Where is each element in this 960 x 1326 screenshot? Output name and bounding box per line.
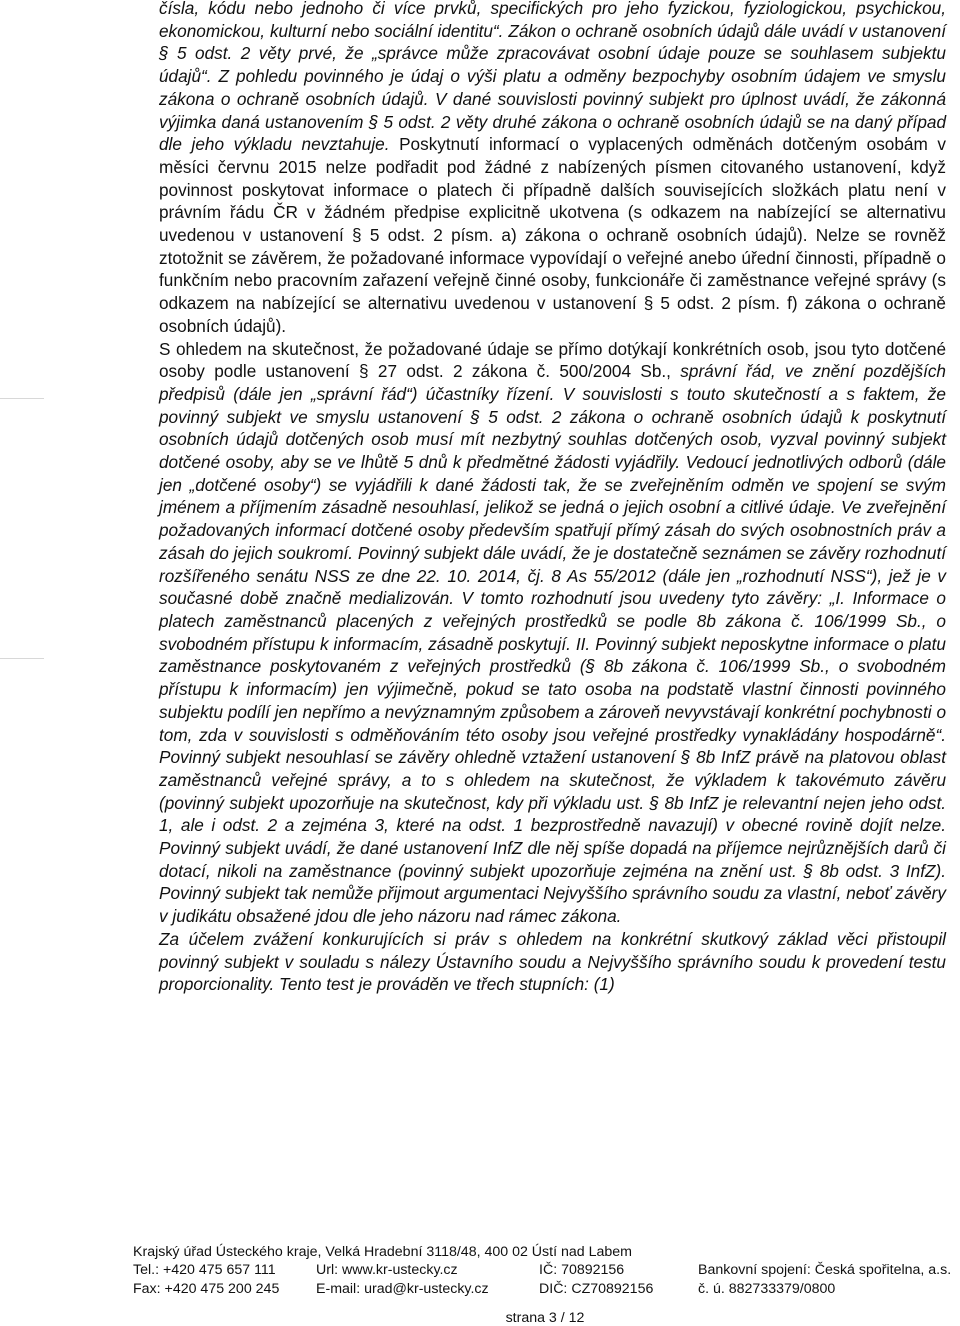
- italic-text: Za účelem zvážení konkurujících si práv s ohledem na konkrétní skutkový základ věci přistoupil povinný subjekt v souladu s nálezy Ústavního soudu a Nejvyššího správního soudu k provedení testu proporcionality. Tento test je prováděn ve třech stupních: (1): [159, 928, 946, 995]
- footer-address: Krajský úřad Ústeckého kraje, Velká Hradební 3118/48, 400 02 Ústí nad Labem: [133, 1244, 632, 1260]
- regular-text: S ohledem na skutečnost, že požadované údaje se přímo dotýkají konkrétních osob, jsou tyto dotčené osoby podle ustanovení § 27 odst. 2 zákona č. 500/2004 Sb.,: [159, 338, 946, 382]
- footer-ic: IČ: 70892156: [539, 1262, 625, 1279]
- paragraph: [159, 0, 946, 338]
- italic-text: čísla, kódu nebo jednoho či více prvků, specifických pro jeho fyzickou, fyziologickou, psychickou, ekonomickou, kulturní nebo sociální identitu“. Zákon o ochraně osobních údajů dále uvádí v ustanovení § 5 odst. 2 věty prvé, že „správce může zpracovávat osobní údaje pouze se souhlasem subjektu údajů“. Z pohledu povinného je údaj o výši platu a odměny bezpochyby osobním údajem ve smyslu zákona o ochraně osobních údajů. V dané souvislosti povinný subjekt pro úplnost uvádí, že zákonná výjimka daná ustanovením § 5 odst. 2 věty druhé zákona o ochraně osobních údajů se na daný případ dle jeho výkladu nevztahuje.: [159, 0, 946, 155]
- footer-address-row: [133, 1243, 960, 1261]
- regular-text: Poskytnutí informací o vyplacených odměnách dotčeným osobám v měsíci červnu 2015 nelze podřadit pod žádné z nabízených písmen citovaného ustanovení, když povinnost poskytovat informace o platech či případně dalších souvisejících složkách platu není v právním řádu ČR v žádném předpise explicitně ukotvena (s odkazem na nabízející se alternativu uvedenou v ustanovení § 5 odst. 2 písm. a) zákona o ochraně osobních údajů). Nelze se rovněž ztotožnit se závěrem, že požadované informace vypovídají o veřejné anebo úřední činnosti, případně o funkčním nebo pracovním zařazení veřejně činné osoby, funkcionáře či zaměstnance veřejné správy (s odkazem na nabízející se alternativu uvedenou v ustanovení § 5 odst. 2 písm. f) zákona o ochraně osobních údajů).: [159, 134, 946, 336]
- paragraph: [159, 928, 946, 996]
- document-body: [159, 0, 946, 996]
- footer-row: [133, 1280, 960, 1298]
- footer-bank: Bankovní spojení: Česká spořitelna, a.s.: [698, 1262, 952, 1279]
- italic-text: správní řád, ve znění pozdějších předpisů (dále jen „správní řád“) účastníky řízení. V souvislosti s touto skutečností a s faktem, že povinný subjekt ve smyslu ustanovení § 5 odst. 2 zákona o ochraně osobních údajů k poskytnutí osobních údajů dotčených osob musí mít nezbytný souhlas dotčených osob, vyzval povinný subjekt dotčené osoby, aby se ve lhůtě 5 dnů k předmětné žádosti vyjádřily. Vedoucí jednotlivých odborů (dále jen „dotčené osoby“) se vyjádřili k dané žádosti tak, že se zveřejněním odměn ve spojení se svým jménem a příjmením zásadně nesouhlasí, jelikož se jedná o jejich osobní a citlivé údaje. Ve zveřejnění požadovaných informací dotčené osoby především spatřují přímý zásah do svých osobnostních práv a zásah do jejich soukromí. Povinný subjekt dále uvádí, že je dostatečně seznámen se závěry rozhodnutí rozšířeného senátu NSS ze dne 22. 10. 2014, čj. 8 As 55/2012 (dále jen „rozhodnutí NSS“), jež je v současné době značně medializován. V tomto rozhodnutí jsou uvedeny tyto závěry: „I. Informace o platech zaměstnanců placených z veřejných prostředků se podle 8b zákona č. 106/1999 Sb., o svobodném přístupu k informacím, zásadně poskytují. II. Povinný subjekt neposkytne informace o platu zaměstnance poskytovaném z veřejných prostředků (§ 8b zákona č. 106/1999 Sb., o svobodném přístupu k informacím) jen výjimečně, pokud se tato osoba na podstatě vlastní činnosti povinného subjektu podílí jen nepřímo a nevýznamným způsobem a zároveň nevyvstávají konkrétní pochybnosti o tom, zda v souvislosti s odměňováním této osoby jsou veřejné prostředky vynakládány hospodárně“. Povinný subjekt nesouhlasí se závěry ohledně vztažení ustanovení § 8b InfZ právě na platovou oblast zaměstnanců veřejné správy, a to s ohledem na skutečnost, že výkladem k takovémuto závěru (povinný subjekt upozorňuje na skutečnost, kdy při výkladu ust. § 8b InfZ je relevantní nejen jeho odst. 1, ale i odst. 2 a zejména 3, které na odst. 1 bezprostředně navazují) v obecné rovině dojít nelze. Povinný subjekt uvádí, že dané ustanovení InfZ dle něj spíše dopadá na příjemce nejrůznějších darů či dotací, nikoli na zaměstnance (povinný subjekt upozorňuje zejména na znění ust. § 8b odst. 3 InfZ). Povinný subjekt tak nemůže přijmout argumentaci Nejvyššího správního soudu za vlastní, neboť závěry v judikátu obsažené jdou dle jeho názoru nad rámec zákona.: [159, 361, 946, 927]
- footer-row: [133, 1261, 960, 1279]
- footer-dic: DIČ: CZ70892156: [539, 1280, 654, 1297]
- margin-mark: [0, 398, 44, 399]
- footer-phone: Tel.: +420 475 657 111: [133, 1262, 276, 1279]
- footer-url: Url: www.kr-ustecky.cz: [316, 1262, 458, 1279]
- page-footer: [133, 1243, 960, 1298]
- footer-account: č. ú. 882733379/0800: [698, 1280, 836, 1297]
- footer-fax: Fax: +420 475 200 245: [133, 1280, 280, 1297]
- margin-mark: [0, 658, 44, 659]
- paragraph: [159, 338, 946, 928]
- footer-email: E-mail: urad@kr-ustecky.cz: [316, 1280, 489, 1297]
- page-number: strana 3 / 12: [505, 1310, 585, 1326]
